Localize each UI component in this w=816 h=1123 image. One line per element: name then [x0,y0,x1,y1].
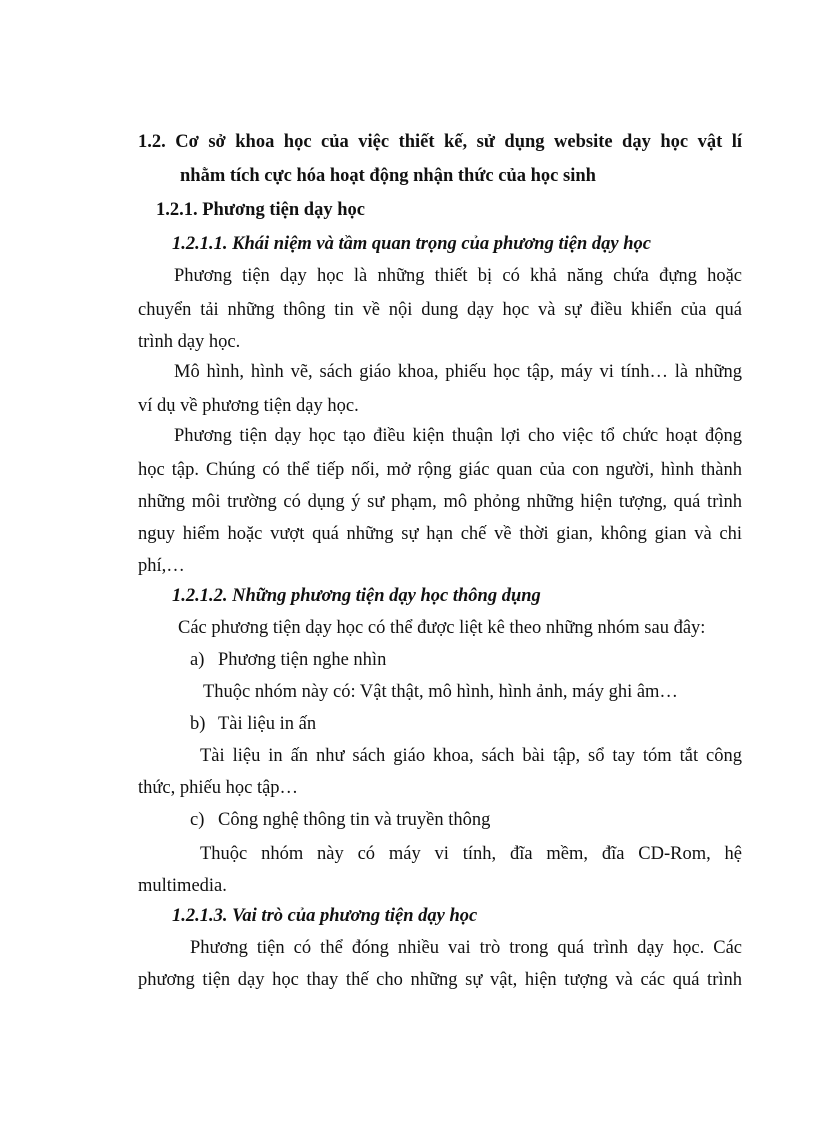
paragraph-line: phí,… [138,556,185,576]
list-item-a [190,648,386,672]
list-item-label: Phương tiện nghe nhìn [218,650,387,670]
list-item-b [190,712,316,736]
list-item-description: multimedia. [138,876,227,896]
paragraph-line: ví dụ về phương tiện dạy học. [138,396,359,416]
list-item-label: Công nghệ thông tin và truyền thông [218,810,491,830]
paragraph-line: nguy hiểm hoặc vượt quá những sự hạn chế về thời gian, không gian và chi [138,524,742,544]
section-heading-1-2-1: 1.2.1. Phương tiện dạy học [156,200,365,220]
section-heading-1-2-line-1: 1.2. Cơ sở khoa học của việc thiết kế, sử dụng website dạy học vật lí [138,132,742,152]
paragraph-line: Mô hình, hình vẽ, sách giáo khoa, phiếu học tập, máy vi tính… là những [174,362,742,382]
paragraph-line: học tập. Chúng có thể tiếp nối, mở rộng giác quan của con người, hình thành [138,460,742,480]
list-item-description: Thuộc nhóm này có máy vi tính, đĩa mềm, đĩa CD-Rom, hệ [200,844,742,864]
paragraph-line: Phương tiện dạy học là những thiết bị có khả năng chứa đựng hoặc [174,266,742,286]
section-heading-1-2-1-3: 1.2.1.3. Vai trò của phương tiện dạy học [172,906,478,926]
paragraph-line: chuyển tải những thông tin về nội dung dạy học và sự điều khiển của quá [138,300,742,320]
paragraph-line: Phương tiện dạy học tạo điều kiện thuận lợi cho việc tổ chức hoạt động [174,426,742,446]
list-marker: c) [190,810,205,830]
paragraph-line: phương tiện dạy học thay thế cho những sự vật, hiện tượng và các quá trình [138,970,742,990]
list-item-description: Thuộc nhóm này có: Vật thật, mô hình, hình ảnh, máy ghi âm… [203,682,678,702]
list-marker: b) [190,714,206,734]
paragraph-line: trình dạy học. [138,332,241,352]
section-heading-1-2-line-2: nhằm tích cực hóa hoạt động nhận thức của học sinh [180,166,596,186]
paragraph-line: những môi trường có dụng ý sư phạm, mô phỏng những hiện tượng, quá trình [138,492,742,512]
list-item-c [190,808,490,832]
list-marker: a) [190,650,205,670]
list-item-description: thức, phiếu học tập… [138,778,299,798]
list-item-description: Tài liệu in ấn như sách giáo khoa, sách bài tập, sổ tay tóm tắt công [200,746,742,766]
section-heading-1-2-1-2: 1.2.1.2. Những phương tiện dạy học thông dụng [172,586,541,606]
paragraph-line: Phương tiện có thể đóng nhiều vai trò trong quá trình dạy học. Các [190,938,742,958]
list-intro: Các phương tiện dạy học có thể được liệt kê theo những nhóm sau đây: [178,618,706,638]
section-heading-1-2-1-1: 1.2.1.1. Khái niệm và tầm quan trọng của phương tiện dạy học [172,234,651,254]
list-item-label: Tài liệu in ấn [218,714,317,734]
